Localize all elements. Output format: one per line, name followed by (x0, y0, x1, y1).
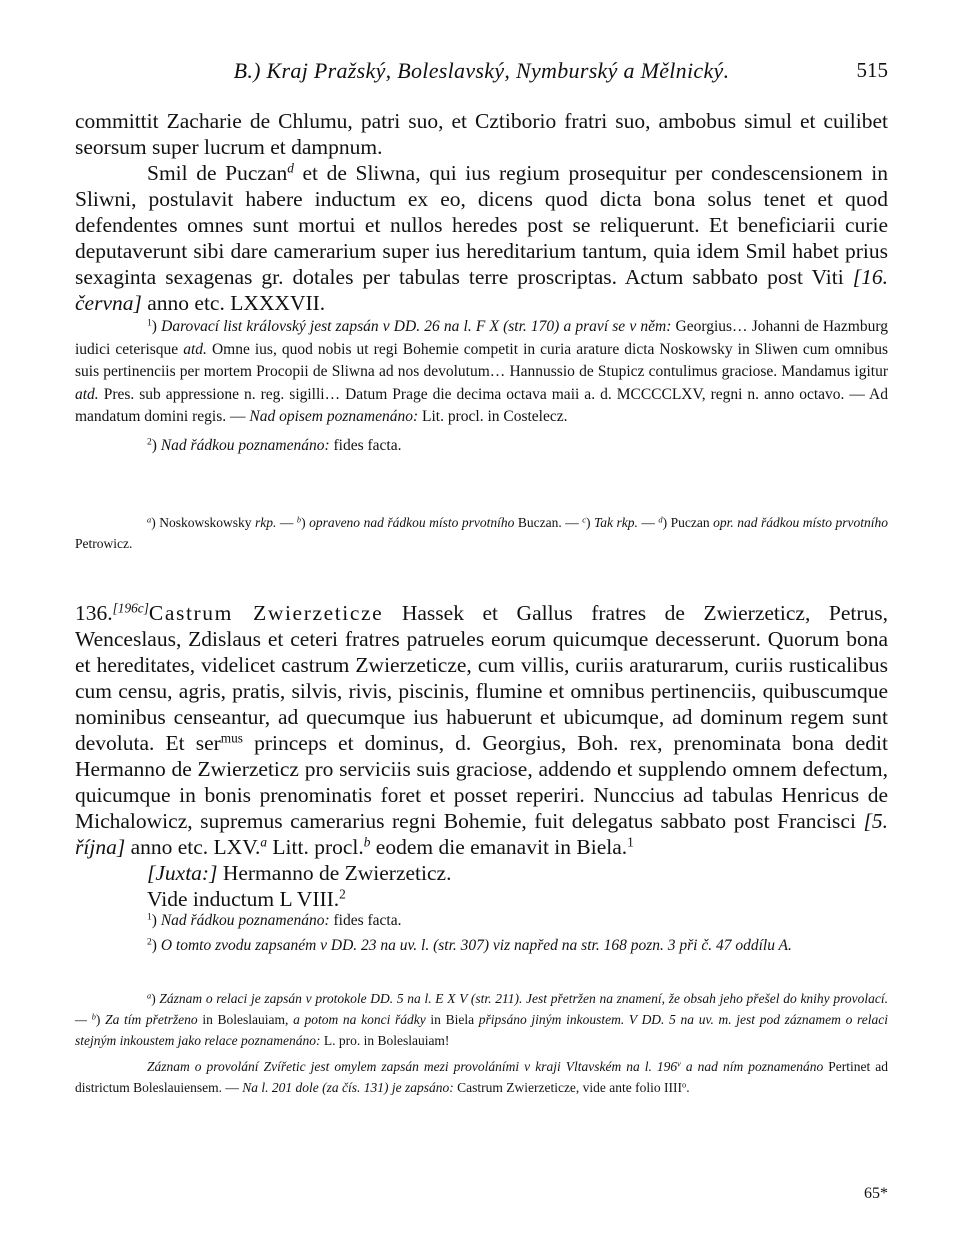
footnotes-entry-136 (75, 910, 888, 957)
footnotes-letters-previous (75, 512, 888, 554)
date-bracket: [16. června] (75, 265, 888, 315)
paragraph-committit: committit Zacharie de Chlumu, patri suo, et Cztiborio fratri suo, ambobus simul et cuilibet seorsum super lucrum et dampnum. (75, 109, 888, 159)
footnote-ref-d: d (287, 160, 294, 176)
entry-continuation (75, 108, 888, 316)
footnote-136-c: Záznam o provolání Zvířetic jest omylem zapsán mezi provoláními v kraji Vltavském na l. 196$^v$ a nad ním poznamenáno Pertinet ad districtum Boleslauiensem. — Na l. 201 dole (za čís. 131) je zapsáno: Castrum Zwierzeticze, vide ante folio IIII$^o$. (75, 1059, 888, 1095)
paragraph-castrum: 136.[196c]Castrum Zwierzeticze Hassek et Gallus fratres de Zwierzeticz, Petrus, Wenceslaus, Zdislaus et ceteri fratres patrueles eorum quicumque decesserunt. Quorum bona et hereditates, videlicet castrum Zwierzeticze, cum villis, curiis araturarum, curiis rusticalibus cum censu, agris, pratis, silvis, rivis, piscinis, flumine et omnibus pertinenciis, quibuscumque nominibus censeantur, ad quecumque ius habuerunt et ubicumque, ad dominum regem sunt devoluta. Et ser$^{mus}$ princeps et dominus, d. Georgius, Boh. rex, prenominata bona dedit Hermanno de Zwierzeticz pro serviciis suis graciose, addendo et supplendo omnem defectum, quicumque in bonis prenominatis foret et posset reperiri. Nunccius ad tabulas Henricus de Michalowicz, supremus camerarius regni Bohemie, fuit delegatus sabbato post Francisci [5. října] anno etc. LXV.$^a$ Litt. procl.$^b$ eodem die emanavit in Biela.$^1$ (75, 600, 888, 859)
orig-folio-ref: [196c] (112, 600, 149, 616)
running-title: B.) Kraj Pražský, Boleslavský, Nymburský a Mělnický. (233, 58, 730, 83)
footnote-2: $^2$) Nad řádkou poznamenáno: fides facta. (147, 436, 402, 454)
footnotes-previous-entry (75, 316, 888, 457)
page-header (75, 58, 888, 88)
footnotes-letters-136 (75, 988, 888, 1098)
vide-line: Vide inductum L VIII.$^2$ (147, 886, 346, 911)
footnote-136-2: $^2$) O tomto zvodu zapsaném v DD. 23 na uv. l. (str. 307) viz napřed na str. 168 pozn. 3 při č. 47 oddílu A. (147, 936, 792, 954)
printer-signature: 65* (864, 1185, 888, 1202)
footnote-136-1: $^1$) Nad řádkou poznamenáno: fides facta. (147, 911, 402, 929)
page-number: 515 (856, 58, 888, 82)
footnote-1: $^1$) Darovací list královský jest zapsán v DD. 26 na l. F X (str. 170) a praví se v něm: Georgius… Johanni de Hazmburg iudici ceterisque atd. Omne ius, quod nobis ut regi Bohemie competit in curia arature dicta Noskowsky in Sliwen cum omnibus suis pertinenciis per mortem Procopii de Sliwna ad nos devolutum… Hannussio de Stupicz contulimus graciose. Mandamus igitur atd. Pres. sub appressione n. reg. sigilli… Datum Prage die decima octava maii a. d. MCCCCLXV, regni n. anno octavo. — Ad mandatum domini regis. — Nad opisem poznamenáno: Lit. procl. in Costelecz. (75, 317, 888, 425)
paragraph-smil: Smil de Puczan$^d$ et de Sliwna, qui ius regium prosequitur per condescensionem in Sliwni, postulavit habere inductum ex eo, dicens quod dicta bona solus tenet et quod defendentes omnes sunt mortui et nullos heredes post se reliquerunt. Et beneficiarii curie deputaverunt sibi dare camerarium super ius hereditarium tantum, quia idem Smil habet prius sexaginta sexagenas gr. dotales per tabulas terre proscriptas. Actum sabbato post Viti [16. června] anno etc. LXXXVII. (75, 160, 888, 315)
juxta-line: [Juxta:] Hermanno de Zwierzeticz. (147, 861, 452, 885)
entry-number: 136. (75, 601, 113, 625)
footnote-letters: $^a$) Noskowskowsky rkp. — $^b$) opraveno nad řádkou místo prvotního Buczan. — $^c$) Tak rkp. — $^d$) Puczan opr. nad řádkou místo prvotního Petrowicz. (75, 515, 889, 551)
date-bracket: [5. října] (75, 809, 888, 859)
entry-136 (75, 600, 888, 912)
footnote-136-a-b: $^a$) Záznam o relaci je zapsán v protokole DD. 5 na l. E X V (str. 211). Jest přetržen na znamení, že obsah jeho přešel do knihy provolací. — $^b$) Za tím přetrženo in Boleslauiam, a potom na konci řádky in Biela připsáno jiným inkoustem. V DD. 5 na uv. m. jest pod záznamem o relaci stejným inkoustem jako relace poznamenáno: L. pro. in Boleslauiam! (75, 991, 888, 1048)
castle-name: Castrum Zwierzeticze (148, 601, 384, 625)
